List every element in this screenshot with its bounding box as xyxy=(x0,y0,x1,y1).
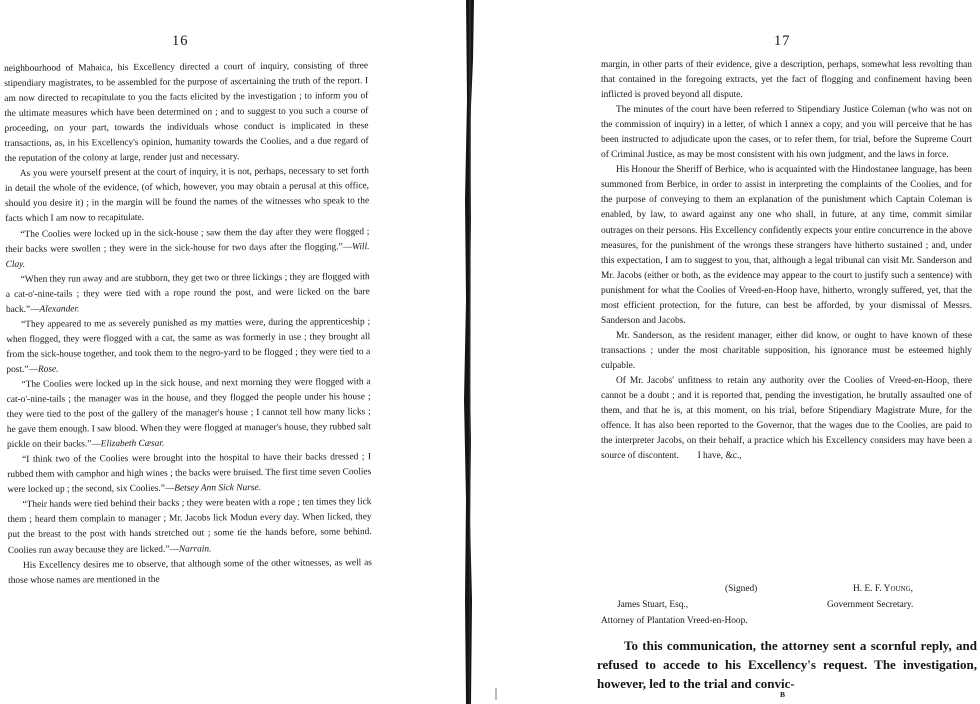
addressee-role: Attorney of Plantation Vreed-en-Hoop. xyxy=(601,616,748,626)
page-number: 16 xyxy=(172,33,189,49)
right-page xyxy=(530,0,980,704)
body-paragraph: The minutes of the court have been referred to Stipendiary Justice Coleman (who was not on the commission of inquiry) in a letter, of which I annex a copy, and you will perceive that he has been instructed to adjudicate upon the cases, or to refer them, for trial, before the Supreme Court of Criminal Justice, as may be most consistent with his own judgment, and the laws in force. xyxy=(601,105,972,161)
testimony-text: “The Coolies were locked up in the sick house, and next morning they were flogged with a cat-o'-nine-tails ; the manager was in the house, and they flogged the people under his house ; they were tied to the post of the gallery of the manager's house ; I cannot tell how many licks ; he gave them enough. I saw blood. When they were flogged at manager's house, they rubbed salt pickle on their backs.”— xyxy=(6,377,371,451)
witness-name: Alexander. xyxy=(39,304,80,315)
witness-name: Will. Clay. xyxy=(5,241,370,270)
book-gutter xyxy=(440,0,530,704)
paragraph-text: Of Mr. Jacobs' unfitness to retain any authority over the Coolies of Vreed-en-Hoop, there cannot be a doubt ; and it is reported that, pending the investigation, he brutally assaulted one of them, and that he is, at this moment, on his trial, before Stipendiary Magistrate Mure, for the offence. It has also been reported to the Governor, that the wages due to the Coolies, are paid to the interpreter Jacobs, on their behalf, a practice which his Excellency considers may have been a source of discontent. xyxy=(601,375,972,462)
witness-name: Rose. xyxy=(37,364,59,375)
body-paragraph: As you were yourself present at the court of inquiry, it is not, perhaps, necessary to set forth in detail the whole of the evidence, (of which, however, you may obtain a perusal at this office, should you desire it) ; in the margin will be found the names of the witnesses who speak to the facts which I am now to recapitulate. xyxy=(4,166,370,225)
body-paragraph: margin, in other parts of their evidence, give a description, perhaps, somewhat less revolting than that contained in the foregoing extracts, yet the fact of flogging and confinement having been inflicted is proved beyond all dispute. xyxy=(601,60,972,101)
witness-name: Elizabeth Cæsar. xyxy=(100,438,165,450)
signatory-title: Government Secretary. xyxy=(827,600,914,610)
left-page xyxy=(0,0,440,704)
left-page-body xyxy=(4,59,372,588)
signature-block xyxy=(601,581,976,629)
witness-name: Narrain. xyxy=(178,543,212,555)
printer-signature-mark: B xyxy=(780,690,786,699)
body-paragraph: His Honour the Sheriff of Berbice, who is acquainted with the Hindostanee language, has been summoned from Berbice, in order to assist in interpreting the complaints of the Coolies, and for the purpose of conveying to them an explanation of the punishment which Captain Coleman is enabled, by law, to award against any one who shall, in future, at any time, commit similar outrages on their persons. His Excellency confidently expects your entire concurrence in the above measures, for the punishment of the wrongs these strangers have hitherto sustained ; and, under this expectation, I am to suggest to you, that, although a legal tribunal can visit Mr. Sanderson and Mr. Jacobs (either or both, as the evidence may appear to the court to justify such a sentence) with punishment for what the Coolies of Vreed-en-Hoop have, hitherto, wrongly suffered, yet, that the most efficient protection, for the future, can best be afforded, by your dismissal of Messrs. Sanderson and Jacobs. xyxy=(601,165,972,326)
page-number: 17 xyxy=(774,33,791,49)
signatory-name: H. E. F. Young, xyxy=(853,584,914,594)
testimony-quote xyxy=(5,225,369,273)
testimony-text: “They appeared to me as severely punished as my matties were, during the apprenticeship ; when flogged, they were flogged with a cat, the same as was formerly in use ; they brought all from the sick-house together, and took them to the negro-yard to be flogged ; they were tied to a post.”— xyxy=(6,316,371,375)
testimony-quote xyxy=(6,375,371,453)
addressee-name: James Stuart, Esq., xyxy=(617,600,689,610)
testimony-text: “I think two of the Coolies were brought into the hospital to have their backs dressed ; I rubbed them with camphor and high wines ; the backs were bruised. The first time seven Coolies were locked up ; the second, six Coolies.”— xyxy=(7,452,372,496)
testimony-text: “When they run away and are stubborn, they get two or three lickings ; they are flogged with a cat-o'-nine-tails ; they were tied with a rope round the post, and were licked on the bare back.”— xyxy=(5,271,370,315)
body-paragraph: His Excellency desires me to observe, that although some of the other witnesses, as well as those whose names are mentioned in the xyxy=(8,557,372,586)
testimony-quote xyxy=(6,270,370,318)
closing-formula: I have, &c., xyxy=(697,451,742,462)
body-paragraph xyxy=(601,374,972,464)
testimony-quote xyxy=(7,450,371,498)
testimony-text: “Their hands were tied behind their backs ; they were beaten with a rope ; ten times they lick them ; heard them complain to manager ; Mr. Jacobs lick Modun every day. When licked, they put the breast to the post with hands stretched out ; some tie the hands before, some behind. Coolies run away because they are licked.”— xyxy=(7,497,372,556)
signed-mark: (Signed) xyxy=(725,584,758,594)
witness-name: Betsey Ann Sick Nurse. xyxy=(174,483,262,494)
closing-paragraph: To this communication, the attorney sent a scornful reply, and refused to accede to his Excellency's request. The investigation, however, led to the trial and convic- xyxy=(597,638,977,691)
gutter-shadow xyxy=(440,0,530,704)
body-paragraph: Mr. Sanderson, as the resident manager, either did know, or ought to have known of these transactions ; under the most charitable supposition, his ignorance must be esteemed highly culpable. xyxy=(601,330,972,371)
testimony-quote xyxy=(7,495,371,558)
body-paragraph: neighbourhood of Mahaica, his Excellency directed a court of inquiry, consisting of three stipendiary magistrates, to be assembled for the purpose of ascertaining the truth of the report. I am now directed to recapitulate to you the facts elicited by the investigation ; to inform you of the ultimate measures which have been determined on ; and to suggest to you such a course of proceeding, on your part, towards the individuals whose conduct is implicated in these transactions, as, in his Excellency's opinion, humanity towards the Coolies, and a due regard of the reputation of the colony at large, render just and necessary. xyxy=(4,61,369,165)
right-page-body xyxy=(601,58,972,464)
testimony-quote xyxy=(6,315,370,378)
testimony-text: “The Coolies were locked up in the sick-house ; saw them the day after they were flogged ; their backs were swollen ; they were in the sick-house for two days after the flogging.”— xyxy=(5,226,370,255)
